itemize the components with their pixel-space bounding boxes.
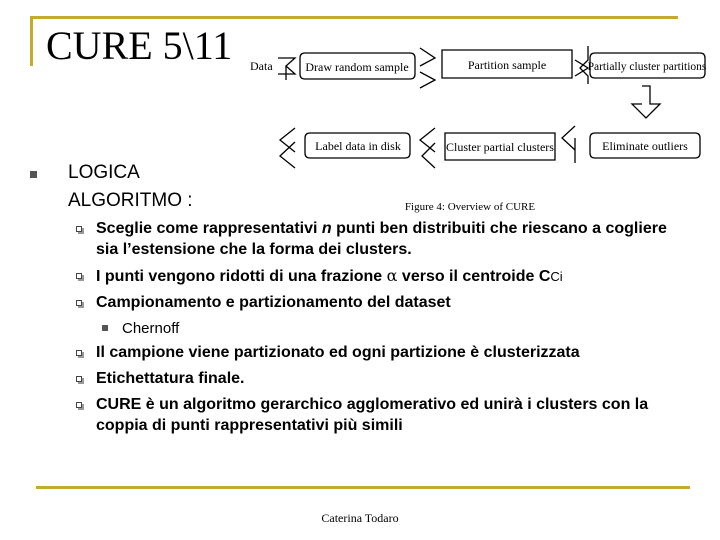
hollow-square-bullet-icon <box>76 350 82 356</box>
slide-title: CURE 5\11 <box>46 23 233 68</box>
cure-overview-diagram <box>250 38 710 213</box>
hollow-square-bullet-icon <box>76 300 82 306</box>
diagram-start-label: Data <box>250 59 273 73</box>
left-rule <box>30 16 33 66</box>
hollow-square-bullet-icon <box>76 402 82 408</box>
list-item: Campionamento e partizionamento del dataset <box>76 292 686 313</box>
list-item: CURE è un algoritmo gerarchico agglomerativo ed unirà i clusters con la coppia di punti rappresentativi più simili <box>76 394 686 436</box>
flow-arrow <box>420 48 435 66</box>
top-rule <box>30 16 678 19</box>
heading-line-2: ALGORITMO : <box>68 190 193 211</box>
list-item: Il campione viene partizionato ed ogni partizione è clusterizzata <box>76 342 686 363</box>
diagram-box-label: Partition sample <box>467 58 547 72</box>
bullet-list <box>76 218 686 441</box>
list-item: Etichettatura finale. <box>76 368 686 389</box>
diagram-box-label: Eliminate outliers <box>602 139 688 153</box>
hollow-square-bullet-icon <box>76 376 82 382</box>
diagram-box-label: Label data in disk <box>315 139 401 153</box>
alpha-symbol: α <box>386 266 398 285</box>
flow-arrow <box>562 126 575 150</box>
diagram-caption: Figure 4: Overview of CURE <box>404 201 536 213</box>
flow-arrow-down <box>632 86 660 118</box>
list-item: Sceglie come rappresentativi n punti ben distribuiti che riescano a cogliere sia l’estensione che la forma dei clusters. <box>76 218 686 260</box>
flow-arrow <box>420 72 435 88</box>
diagram-graphic <box>250 38 710 213</box>
diagram-box-label: Cluster partial clusters <box>446 140 554 154</box>
sub-list-item: Chernoff <box>76 318 686 339</box>
square-bullet-icon <box>30 171 37 178</box>
diagram-box-label: Partially cluster partitions <box>587 61 707 73</box>
hollow-square-bullet-icon <box>76 226 82 232</box>
heading-line-1: LOGICA <box>68 162 140 183</box>
list-item: I punti vengono ridotti di una frazione α verso il centroide CCi <box>76 265 686 287</box>
square-bullet-icon <box>102 325 108 331</box>
hollow-square-bullet-icon <box>76 273 82 279</box>
diagram-box-label: Draw random sample <box>305 60 409 74</box>
slide-footer: Caterina Todaro <box>321 511 399 525</box>
bottom-rule <box>36 486 690 489</box>
flow-arrow <box>420 128 435 152</box>
